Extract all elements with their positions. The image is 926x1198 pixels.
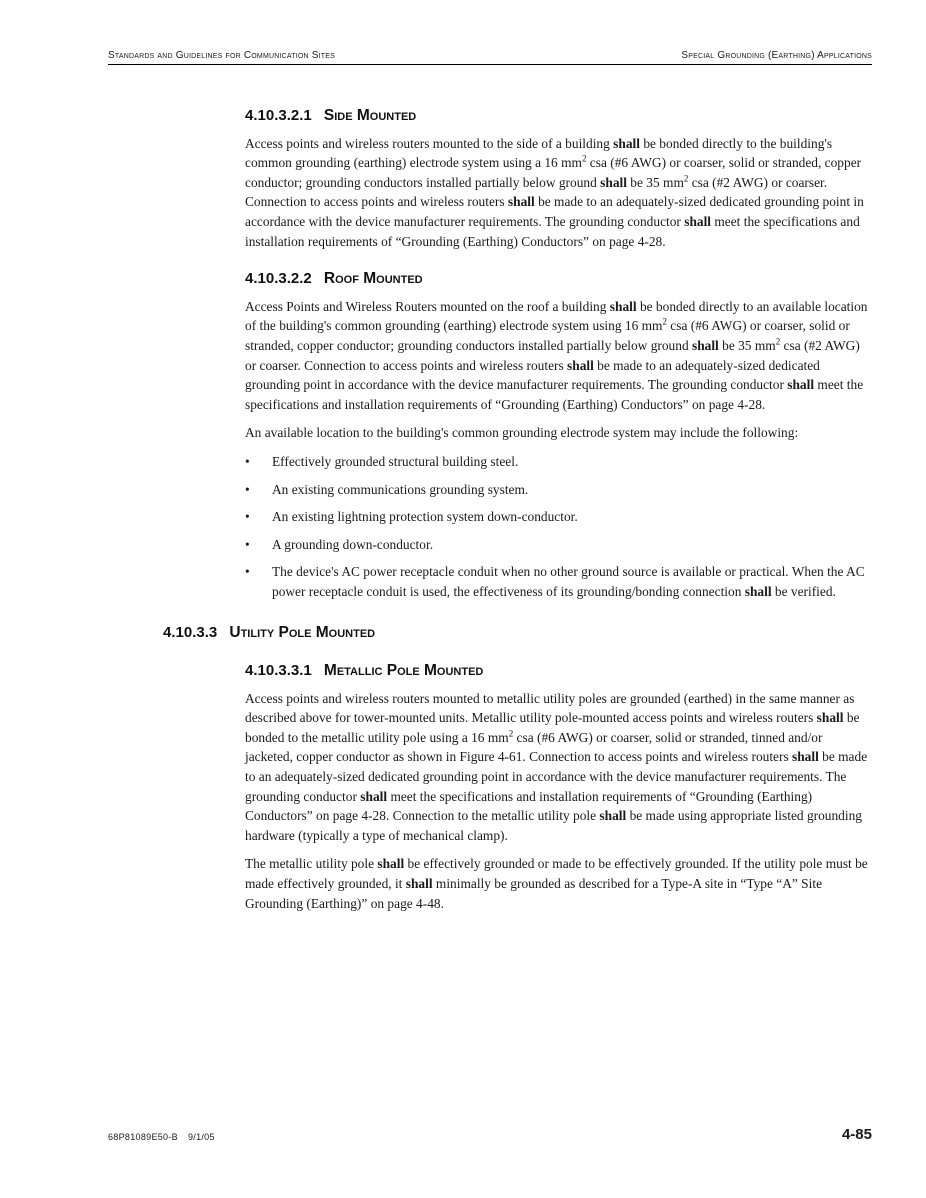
- paragraph-roof-mounted: Access Points and Wireless Routers mounted on the roof a building shall be bonded directly to an available location of the building's common grounding (earthing) electrode system using 16 $mm^2$ csa (#6 AWG) or coarser, solid or stranded, copper conductor; grounding conductors installed partially below ground shall be 35 $mm^2$ csa (#2 AWG) or coarser. Connection to access points and wireless routers shall be made to an adequately-sized dedicated grounding point in accordance with the device manufacturer requirements. The grounding conductor shall meet the specifications and installation requirements of “Grounding (Earthing) Conductors” on page 4-28.: [245, 298, 868, 412]
- section-number: 4.10.3.3.1: [245, 662, 312, 680]
- revision-date: 9/1/05: [187, 1132, 215, 1142]
- heading-side-mounted: [245, 106, 873, 126]
- header-right-title: Special Grounding (Earthing) Applications: [681, 50, 872, 61]
- heading-utility-pole-mounted: [163, 623, 873, 643]
- section-title: Utility Pole Mounted: [229, 624, 376, 642]
- page-number: 4-85: [841, 1126, 872, 1143]
- running-header: [108, 48, 872, 65]
- section-number: 4.10.3.3: [163, 624, 218, 642]
- list-item: • An existing lightning protection system down-conductor.: [245, 507, 873, 527]
- paragraph-side-mounted: Access points and wireless routers mounted to the side of a building shall be bonded directly to the building's common grounding (earthing) electrode system using a 16 $mm^2$ csa (#6 AWG) or coarser, solid or stranded, copper conductor; grounding conductors installed partially below ground shall be 35 $mm^2$ csa (#2 AWG) or coarser. Connection to access points and wireless routers shall be made to an adequately-sized dedicated grounding point in accordance with the device manufacturer requirements. The grounding conductor shall meet the specifications and installation requirements of “Grounding (Earthing) Conductors” on page 4-28.: [245, 135, 864, 249]
- heading-metallic-pole-mounted: [245, 661, 873, 681]
- document-id: 68P81089E50-B: [108, 1132, 178, 1142]
- paragraph-locations-intro: An available location to the building's common grounding electrode system may include the following:: [245, 425, 799, 441]
- section-title: Side Mounted: [323, 107, 417, 124]
- heading-roof-mounted: [245, 269, 873, 289]
- header-left-title: Standards and Guidelines for Communication Sites: [108, 50, 335, 61]
- section-number: 4.10.3.2.1: [245, 107, 312, 124]
- list-item: • A grounding down-conductor.: [245, 535, 873, 555]
- page-body: [163, 98, 873, 922]
- list-item: • Effectively grounded structural building steel.: [245, 452, 873, 472]
- section-title: Metallic Pole Mounted: [323, 662, 484, 680]
- section-number: 4.10.3.2.2: [245, 270, 312, 288]
- section-title: Roof Mounted: [323, 270, 423, 288]
- list-item: • An existing communications grounding system.: [245, 480, 873, 500]
- footer-doc-info: [108, 1132, 215, 1142]
- running-footer: [108, 1126, 872, 1146]
- paragraph-metallic-pole-1: Access points and wireless routers mounted to metallic utility poles are grounded (earthed) in the same manner as described above for tower-mounted units. Metallic utility pole-mounted access points and wireless routers shall be bonded to the metallic utility pole using a 16 $mm^2$ csa (#6 AWG) or coarser, solid or stranded, tinned and/or jacketed, copper conductor as shown in Figure 4-61. Connection to access points and wireless routers shall be made to an adequately-sized dedicated grounding point in accordance with the device manufacturer requirements. The grounding conductor shall meet the specifications and installation requirements of “Grounding (Earthing) Conductors” on page 4-28. Connection to the metallic utility pole shall be made using appropriate listed grounding hardware (typically a type of mechanical clamp).: [245, 690, 868, 843]
- list-item: • The device's AC power receptacle conduit when no other ground source is available or practical. When the AC power receptacle conduit is used, the effectiveness of its grounding/bonding connection shall be verified.: [245, 562, 873, 601]
- bullet-list-locations: [245, 452, 873, 602]
- paragraph-metallic-pole-2: The metallic utility pole shall be effectively grounded or made to be effectively grounded. If the utility pole must be made effectively grounded, it shall minimally be grounded as described for a Type-A site in “Type “A” Site Grounding (Earthing)” on page 4-48.: [245, 856, 868, 911]
